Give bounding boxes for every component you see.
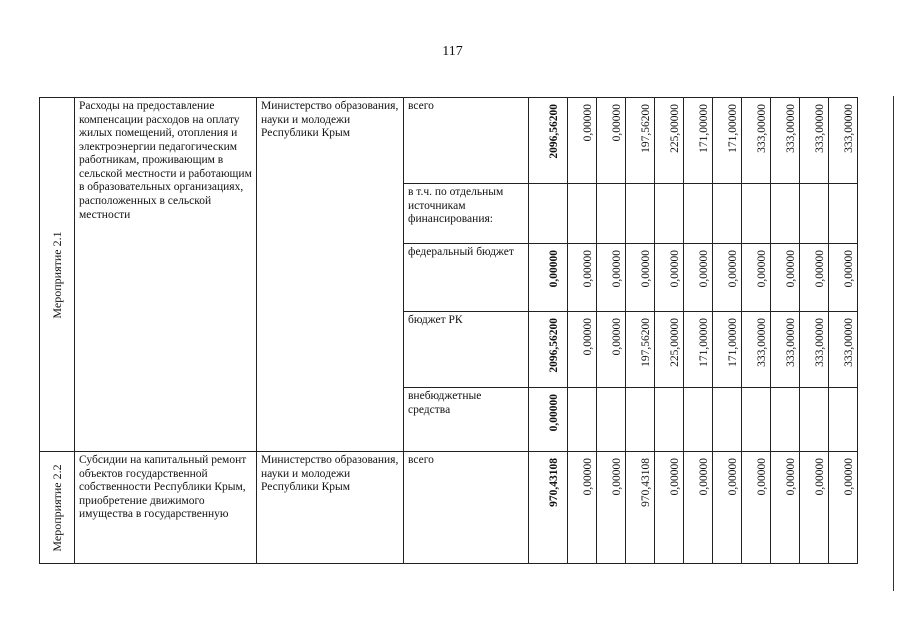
activity-code-cell <box>40 452 75 564</box>
value-cell <box>713 312 742 388</box>
value: 0,00000 <box>814 250 826 288</box>
total-cell <box>529 98 568 184</box>
value-cell <box>568 388 597 452</box>
value: 333,00000 <box>843 318 855 367</box>
value: 0,00000 <box>727 458 739 496</box>
value-cell <box>771 312 800 388</box>
total-cell <box>529 312 568 388</box>
value-cell <box>568 244 597 312</box>
value: 0,00000 <box>669 250 681 288</box>
value-cell <box>742 312 771 388</box>
table-row <box>40 98 858 184</box>
value-cell <box>684 98 713 184</box>
value-cell <box>684 452 713 564</box>
funding-source: внебюджетные средства <box>404 388 529 452</box>
value-cell <box>626 312 655 388</box>
value-cell <box>800 244 829 312</box>
value: 171,00000 <box>727 318 739 367</box>
value-cell <box>771 244 800 312</box>
value-cell <box>771 388 800 452</box>
value-cell <box>742 184 771 244</box>
activity-executor: Министерство образования, науки и молодежи Республики Крым <box>257 98 404 452</box>
value: 171,00000 <box>698 318 710 367</box>
activity-description: Расходы на предоставление компенсации расходов на оплату жилых помещений, отопления и электроэнергии педагогическим работникам, проживающим в сельской местности и работающим в образовательных организациях, расположенных в сельской местности <box>75 98 257 452</box>
value-cell <box>771 98 800 184</box>
value: 333,00000 <box>814 104 826 153</box>
value: 0,00000 <box>814 458 826 496</box>
activity-code-cell <box>40 98 75 452</box>
value-cell <box>713 244 742 312</box>
value-cell <box>626 184 655 244</box>
value: 0,00000 <box>582 250 594 288</box>
total-cell <box>529 452 568 564</box>
value: 333,00000 <box>756 318 768 367</box>
value-cell <box>800 98 829 184</box>
value: 0,00000 <box>785 458 797 496</box>
value-cell <box>713 388 742 452</box>
value-cell <box>800 452 829 564</box>
value-cell <box>829 98 858 184</box>
value-cell <box>800 184 829 244</box>
value-cell <box>684 388 713 452</box>
value-cell <box>597 98 626 184</box>
value: 333,00000 <box>785 104 797 153</box>
value: 333,00000 <box>785 318 797 367</box>
value: 0,00000 <box>698 458 710 496</box>
page-edge-line <box>893 96 894 591</box>
value: 0,00000 <box>756 250 768 288</box>
funding-source: всего <box>404 452 529 564</box>
value-cell <box>597 184 626 244</box>
value: 225,00000 <box>669 104 681 153</box>
value-cell <box>742 388 771 452</box>
value: 171,00000 <box>727 104 739 153</box>
value-cell <box>655 184 684 244</box>
value-cell <box>684 184 713 244</box>
total-value: 0,00000 <box>548 394 560 432</box>
total-value: 2096,56200 <box>548 318 560 373</box>
value: 0,00000 <box>611 250 623 288</box>
value-cell <box>626 98 655 184</box>
value-cell <box>568 452 597 564</box>
value: 0,00000 <box>785 250 797 288</box>
value-cell <box>597 388 626 452</box>
value-cell <box>568 98 597 184</box>
funding-source: всего <box>404 98 529 184</box>
value-cell <box>742 98 771 184</box>
value-cell <box>800 388 829 452</box>
funding-source: в т.ч. по отдельным источникам финансирования: <box>404 184 529 244</box>
value: 0,00000 <box>843 250 855 288</box>
value-cell <box>829 452 858 564</box>
value: 0,00000 <box>698 250 710 288</box>
total-value: 0,00000 <box>548 250 560 288</box>
value-cell <box>655 244 684 312</box>
funding-source: федеральный бюджет <box>404 244 529 312</box>
value-cell <box>829 388 858 452</box>
value-cell <box>713 452 742 564</box>
value-cell <box>771 184 800 244</box>
total-cell <box>529 184 568 244</box>
value-cell <box>742 452 771 564</box>
total-value: 970,43108 <box>548 458 560 507</box>
value-cell <box>626 388 655 452</box>
value: 0,00000 <box>582 318 594 356</box>
funding-source: бюджет РК <box>404 312 529 388</box>
value: 0,00000 <box>611 458 623 496</box>
value: 0,00000 <box>640 250 652 288</box>
value-cell <box>597 312 626 388</box>
value-cell <box>829 312 858 388</box>
value: 197,56200 <box>640 318 652 367</box>
value: 0,00000 <box>727 250 739 288</box>
value-cell <box>800 312 829 388</box>
value: 0,00000 <box>756 458 768 496</box>
value-cell <box>713 184 742 244</box>
value-cell <box>742 244 771 312</box>
total-value: 2096,56200 <box>548 104 560 159</box>
value-cell <box>626 452 655 564</box>
activity-code: Мероприятие 2.2 <box>49 463 64 552</box>
value-cell <box>655 388 684 452</box>
activity-description: Субсидии на капитальный ремонт объектов государственной собственности Республики Крым, приобретение движимого имущества в государственную <box>75 452 257 564</box>
value: 0,00000 <box>669 458 681 496</box>
value-cell <box>713 98 742 184</box>
value-cell <box>568 312 597 388</box>
value-cell <box>568 184 597 244</box>
value: 0,00000 <box>611 104 623 142</box>
activity-executor: Министерство образования, науки и молодежи Республики Крым <box>257 452 404 564</box>
value: 0,00000 <box>582 104 594 142</box>
value-cell <box>655 452 684 564</box>
value: 197,56200 <box>640 104 652 153</box>
value: 333,00000 <box>843 104 855 153</box>
value-cell <box>684 312 713 388</box>
value-cell <box>655 312 684 388</box>
value-cell <box>597 452 626 564</box>
value: 171,00000 <box>698 104 710 153</box>
value: 225,00000 <box>669 318 681 367</box>
value: 0,00000 <box>582 458 594 496</box>
value: 970,43108 <box>640 458 652 507</box>
value: 333,00000 <box>756 104 768 153</box>
value-cell <box>626 244 655 312</box>
value-cell <box>684 244 713 312</box>
value-cell <box>829 244 858 312</box>
total-cell <box>529 388 568 452</box>
value-cell <box>597 244 626 312</box>
table-row <box>40 452 858 564</box>
activity-code: Мероприятие 2.1 <box>49 230 64 319</box>
value: 0,00000 <box>843 458 855 496</box>
value-cell <box>771 452 800 564</box>
value: 0,00000 <box>611 318 623 356</box>
total-cell <box>529 244 568 312</box>
value-cell <box>655 98 684 184</box>
budget-table <box>39 97 858 564</box>
value-cell <box>829 184 858 244</box>
page-number: 117 <box>442 44 463 59</box>
value: 333,00000 <box>814 318 826 367</box>
